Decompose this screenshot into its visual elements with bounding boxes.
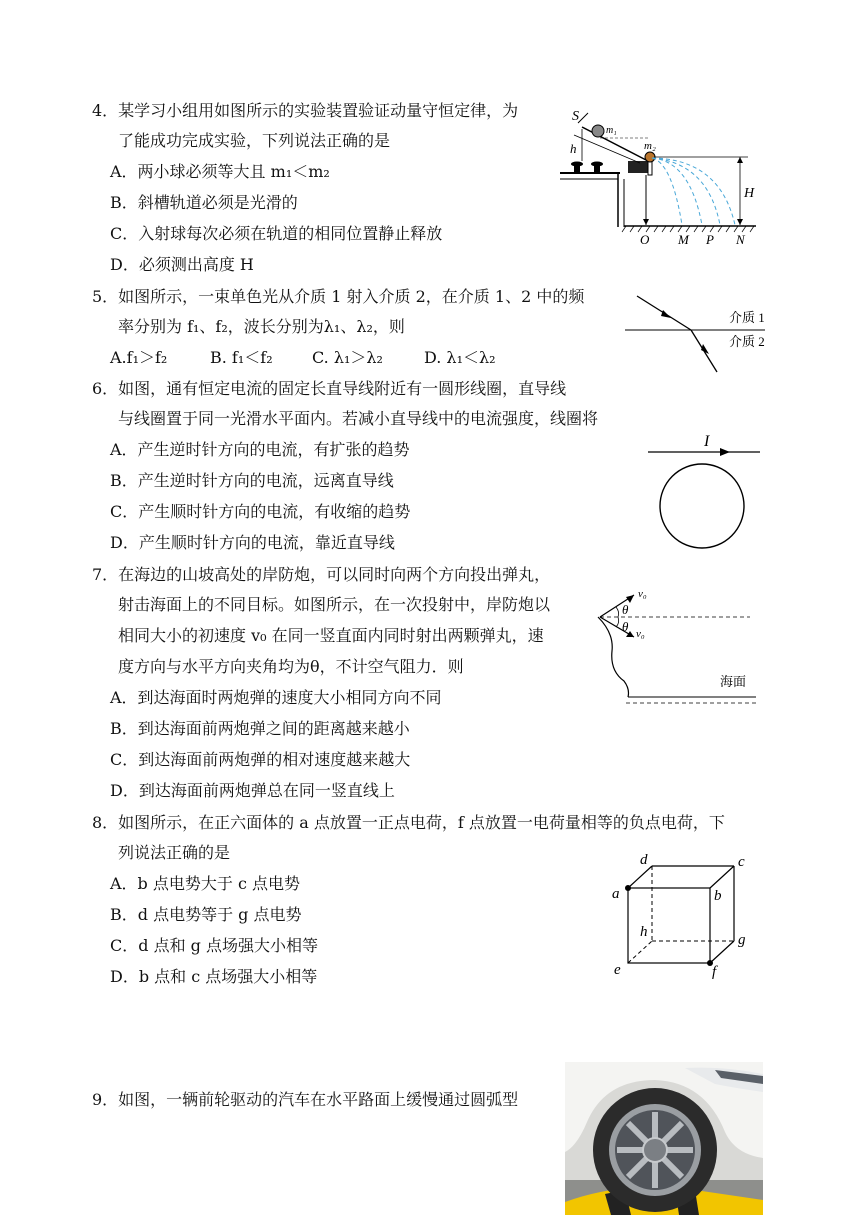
q7-option-b: B．到达海面前两炮弹之间的距离越来越小: [110, 719, 410, 738]
q6-wire-coil-figure: [648, 430, 768, 554]
q4-stem-line1: 4．某学习小组用如图所示的实验装置验证动量守恒定律，为: [92, 101, 519, 120]
q8-option-c: C．d 点和 g 点场强大小相等: [110, 936, 318, 955]
q5-stem-line2: 率分别为 f₁、f₂，波长分别为λ₁、λ₂，则: [118, 317, 405, 336]
q7-stem-line2: 射击海面上的不同目标。如图所示，在一次投射中，岸防炮以: [118, 595, 551, 614]
q7-option-c: C．到达海面前两炮弹的相对速度越来越大: [110, 750, 411, 769]
q8-label-e: e: [614, 962, 621, 978]
q4-label-m: M: [678, 232, 689, 245]
q4-option-d: D．必须测出高度 H: [110, 255, 254, 274]
q8-option-d: D．b 点和 c 点场强大小相等: [110, 967, 318, 986]
q6-option-c: C．产生顺时针方向的电流，有收缩的趋势: [110, 502, 411, 521]
q8-label-c: c: [738, 854, 745, 870]
q8-stem-line2: 列说法正确的是: [118, 843, 231, 862]
q7-label-v0-lower: v₀: [636, 628, 645, 640]
q8-option-a: A．b 点电势大于 c 点电势: [110, 874, 301, 893]
q8-label-b: b: [714, 888, 722, 904]
q6-option-a: A．产生逆时针方向的电流，有扩张的趋势: [110, 440, 410, 459]
q7-option-a: A．到达海面时两炮弹的速度大小相同方向不同: [110, 688, 442, 707]
q4-label-m2: m₂: [644, 140, 656, 152]
q8-option-b: B．d 点电势等于 g 点电势: [110, 905, 302, 924]
q5-option-a: A.f₁＞f₂: [110, 348, 168, 367]
q7-stem-line1: 7．在海边的山坡高处的岸防炮，可以同时向两个方向投出弹丸，: [92, 565, 551, 584]
q4-label-m1: m₁: [606, 125, 617, 136]
q8-label-h: h: [640, 924, 648, 940]
q9-car-photo: [565, 1062, 763, 1215]
q9-stem-line1: 9．如图，一辆前轮驱动的汽车在水平路面上缓慢通过圆弧型: [92, 1090, 519, 1109]
q8-label-g: g: [738, 932, 746, 948]
q4-label-n: N: [736, 232, 745, 245]
q4-label-h: h: [570, 141, 577, 156]
q5-stem-line1: 5．如图所示，一束单色光从介质 1 射入介质 2，在介质 1、2 中的频: [92, 287, 585, 306]
q6-stem-line1: 6．如图，通有恒定电流的固定长直导线附近有一圆形线圈，直导线: [92, 379, 567, 398]
q6-label-current: I: [704, 433, 710, 450]
q8-label-a: a: [612, 886, 620, 902]
q4-option-b: B．斜槽轨道必须是光滑的: [110, 193, 298, 212]
q4-option-c: C．入射球每次必须在轨道的相同位置静止释放: [110, 224, 443, 243]
q6-coil: [660, 464, 744, 548]
q5-option-c: C. λ₁＞λ₂: [312, 348, 383, 367]
q7-label-sea: 海面: [720, 674, 747, 689]
q7-label-theta-upper: θ: [622, 602, 629, 617]
q6-stem-line2: 与线圈置于同一光滑水平面内。若减小直导线中的电流强度，线圈将: [118, 409, 599, 428]
q4-label-p: P: [706, 232, 714, 245]
q8-cube-figure: [608, 850, 758, 980]
q7-label-v0-upper: v₀: [638, 588, 647, 600]
q8-label-f: f: [712, 964, 717, 980]
q7-stem-line4: 度方向与水平方向夹角均为θ，不计空气阻力．则: [118, 657, 464, 676]
q7-stem-line3: 相同大小的初速度 v₀ 在同一竖直面内同时射出两颗弹丸，速: [118, 626, 544, 645]
q8-stem-line1: 8．如图所示，在正六面体的 a 点放置一正点电荷，f 点放置一电荷量相等的负点电荷，下: [92, 813, 725, 832]
q7-label-theta-lower: θ: [622, 619, 629, 634]
q5-refraction-figure: [625, 290, 775, 376]
q5-option-b: B. f₁＜f₂: [210, 348, 273, 367]
q4-apparatus-figure: [560, 105, 760, 245]
q5-label-medium1: 介质 1: [729, 310, 765, 325]
q4-label-o: O: [640, 232, 650, 245]
q4-label-s: S: [572, 109, 579, 124]
q7-option-d: D．到达海面前两炮弹总在同一竖直线上: [110, 781, 395, 800]
q6-option-d: D．产生顺时针方向的电流，靠近直导线: [110, 533, 395, 552]
q4-stem-line2: 了能成功完成实验，下列说法正确的是: [118, 131, 391, 150]
q5-option-d: D. λ₁＜λ₂: [424, 348, 496, 367]
q5-label-medium2: 介质 2: [729, 334, 765, 349]
q6-option-b: B．产生逆时针方向的电流，远离直导线: [110, 471, 394, 490]
q4-option-a: A．两小球必须等大且 m₁＜m₂: [110, 162, 330, 181]
q4-label-big-h: H: [744, 186, 755, 201]
q7-cannon-figure: [590, 585, 765, 710]
q8-label-d: d: [640, 852, 648, 868]
